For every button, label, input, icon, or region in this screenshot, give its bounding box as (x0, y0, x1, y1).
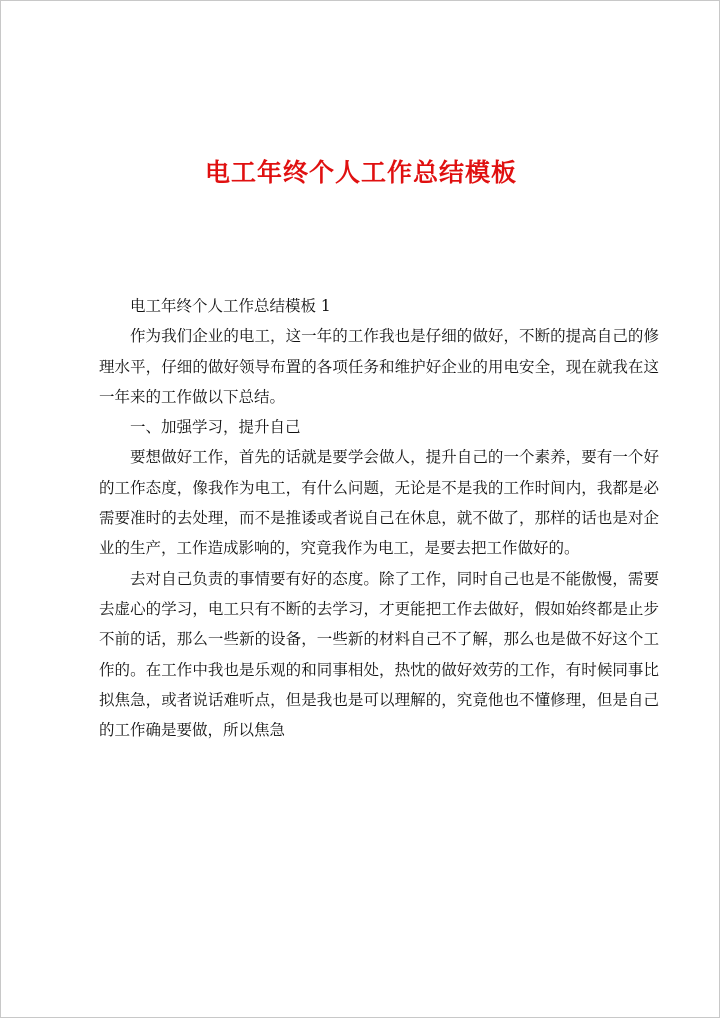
paragraph: 要想做好工作，首先的话就是要学会做人，提升自己的一个素养，要有一个好的工作态度，像我作为电工，有什么问题，无论是不是我的工作时间内，我都是必需要准时的去处理，而不是推诿或者说自己在休息，就不做了，那样的话也是对企业的生产，工作造成影响的，究竟我作为电工，是要去把工作做好的。 (99, 448, 659, 558)
paragraph: 作为我们企业的电工，这一年的工作我也是仔细的做好，不断的提高自己的修理水平，仔细的做好领导布置的各项任务和维护好企业的用电安全，现在就我在这一年来的工作做以下总结。 (99, 327, 659, 406)
paragraph: 去对自己负责的事情要有好的态度。除了工作，同时自己也是不能傲慢，需要去虚心的学习，电工只有不断的去学习，才更能把工作去做好，假如始终都是止步不前的话，那么一些新的设备，一些新的材料自己不了解，那么也是做不好这个工作的。在工作中我也是乐观的和同事相处，热忱的做好效劳的工作，有时候同事比拟焦急，或者说话难听点，但是我也是可以理解的，究竟他也不懂修理，但是自己的工作确是要做，所以焦急 (99, 569, 659, 740)
subsection-heading: 一、加强学习，提升自己 (130, 418, 301, 437)
document-body (99, 291, 659, 745)
section-heading: 电工年终个人工作总结模板 1 (130, 297, 331, 315)
document-title: 电工年终个人工作总结模板 (204, 158, 517, 187)
